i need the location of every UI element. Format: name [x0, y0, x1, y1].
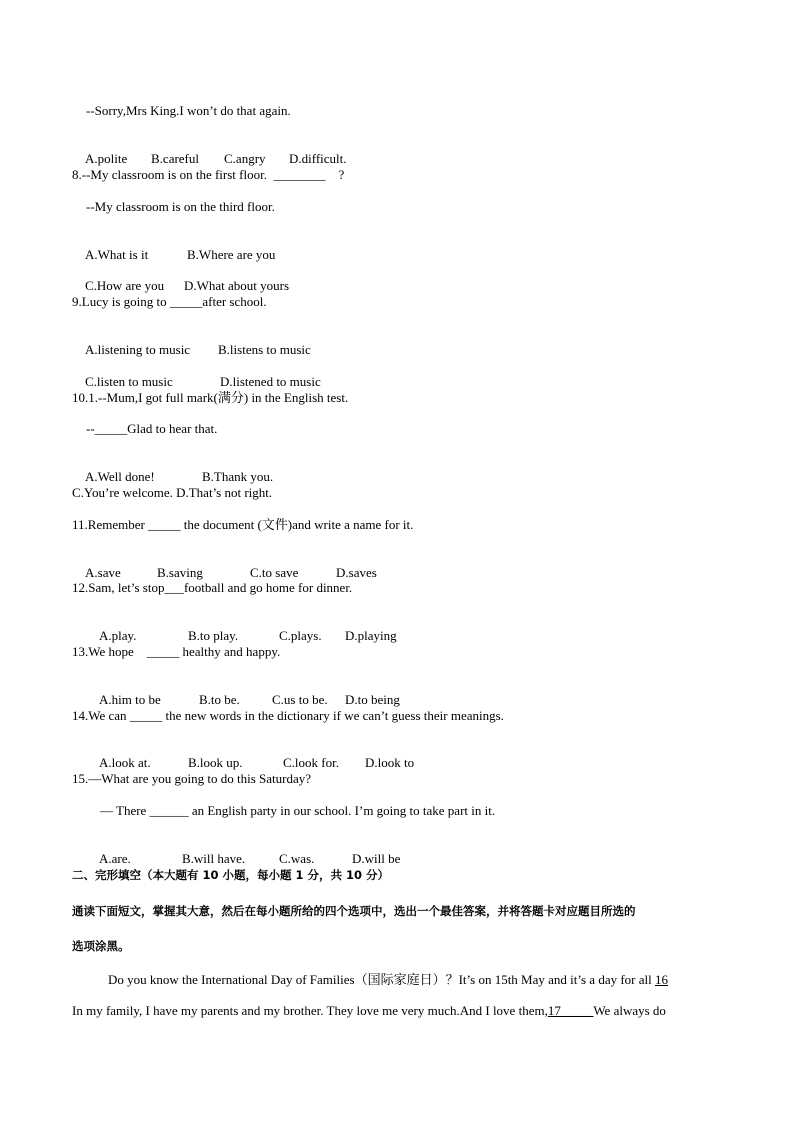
option-c: C.was. [279, 851, 315, 866]
option-a: A.look at. [99, 755, 151, 770]
option-b: B.careful [151, 151, 200, 166]
option-b: B.to be. [199, 692, 240, 707]
q7-dialogue-line: --Sorry,Mrs King.I won’t do that again. [86, 103, 291, 118]
option-c: C.look for. [283, 755, 339, 770]
option-a: A.listening to music [85, 342, 191, 357]
option-a: A.polite [85, 151, 128, 166]
section-2-heading: 二、完形填空（本大题有 10 小题，每小题 1 分，共 10 分） [72, 868, 390, 882]
option-a: A.What is it [85, 247, 149, 262]
question-15: 15.—What are you going to do this Saturday? [72, 771, 312, 786]
q10-answer-line: --_____Glad to hear that. [86, 421, 218, 436]
blank-16: 16 [655, 972, 668, 987]
option-c: C.us to be. [272, 692, 328, 707]
option-b: B.saving [157, 565, 203, 580]
option-d: D.to being [345, 692, 400, 707]
option-c: C.angry [224, 151, 266, 166]
question-13: 13.We hope _____ healthy and happy. [72, 644, 281, 659]
option-a: A.Well done! [85, 469, 155, 484]
option-d: D.will be [352, 851, 401, 866]
option-b: B.Where are you [187, 247, 276, 262]
option-b: B.Thank you. [202, 469, 274, 484]
option-d: D.look to [365, 755, 415, 770]
q8-answer-line: --My classroom is on the third floor. [86, 199, 275, 214]
blank-17: 17_____ [547, 1003, 594, 1018]
option-c: C.How are you [85, 278, 165, 293]
section-2-instructions-cont: 选项涂黑。 [72, 939, 130, 953]
option-d: D.difficult. [289, 151, 347, 166]
option-a: A.play. [99, 628, 137, 643]
option-c: C.listen to music [85, 374, 173, 389]
q10-options-row-2: C.You’re welcome. D.That’s not right. [72, 485, 273, 500]
section-2-instructions: 通读下面短文，掌握其大意，然后在每小题所给的四个选项中，选出一个最佳答案，并将答题卡对应题目所选的 [72, 904, 636, 918]
option-b: B.to play. [188, 628, 239, 643]
question-12: 12.Sam, let’s stop___football and go home for dinner. [72, 580, 353, 595]
option-b: B.listens to music [218, 342, 311, 357]
passage-line-2: In my family, I have my parents and my brother. They love me very much.And I love them,17_____We always do [72, 1003, 666, 1018]
option-b: B.will have. [182, 851, 246, 866]
option-c: C.plays. [279, 628, 322, 643]
q15-answer-line: — There ______ an English party in our school. I’m going to take part in it. [100, 803, 496, 818]
option-b: B.look up. [188, 755, 243, 770]
passage-line-1: Do you know the International Day of Families（国际家庭日）？It’s on 15th May and it’s a day for all 16 [108, 972, 668, 987]
option-d: D.What about yours [184, 278, 290, 293]
question-14: 14.We can _____ the new words in the dictionary if we can’t guess their meanings. [72, 708, 504, 723]
question-8: 8.--My classroom is on the first floor. ________ ? [72, 167, 345, 182]
option-a: A.are. [99, 851, 131, 866]
option-d: D.listened to music [220, 374, 321, 389]
option-c: C.to save [250, 565, 299, 580]
question-11: 11.Remember _____ the document (文件)and write a name for it. [72, 517, 414, 532]
question-10: 10.1.--Mum,I got full mark(满分) in the English test. [72, 390, 349, 405]
option-d: D.saves [336, 565, 377, 580]
option-d: D.playing [345, 628, 397, 643]
option-a: A.save [85, 565, 121, 580]
option-a: A.him to be [99, 692, 161, 707]
question-9: 9.Lucy is going to _____after school. [72, 294, 267, 309]
